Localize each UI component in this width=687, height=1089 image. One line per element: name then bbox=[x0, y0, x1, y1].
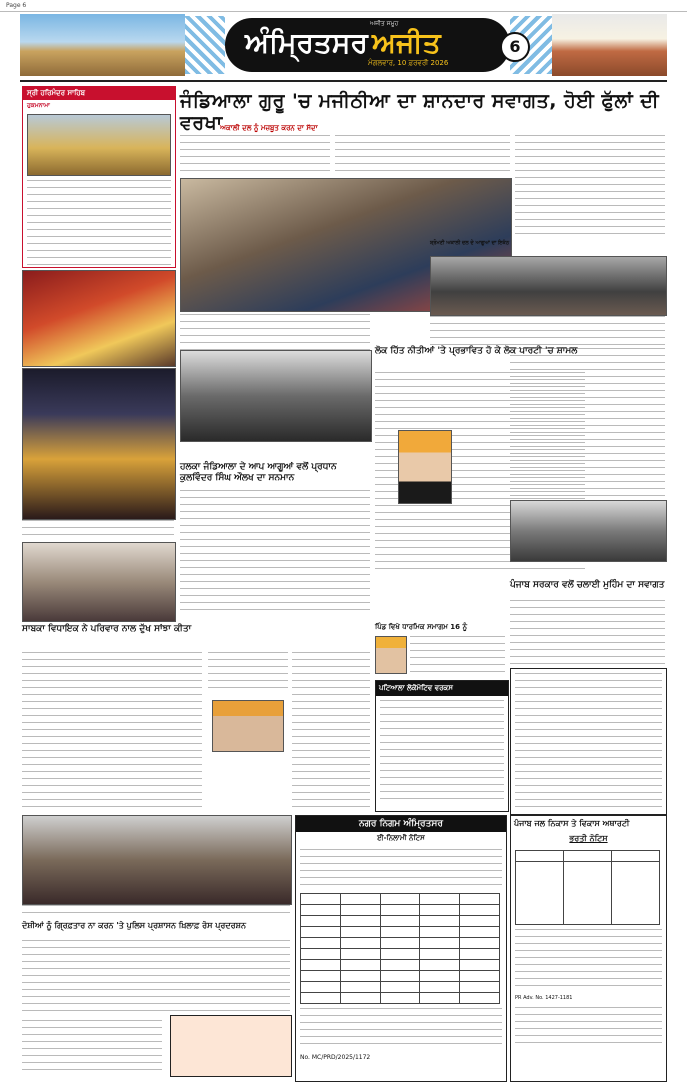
photo-caption-text bbox=[22, 905, 290, 919]
temple-image bbox=[552, 14, 667, 76]
portrait-photo bbox=[398, 430, 452, 504]
golden-temple-photo bbox=[27, 114, 171, 176]
right-photo-caption: ਸ਼੍ਰੋਮਣੀ ਅਕਾਲੀ ਦਲ ਦੇ ਆਗੂਆਂ ਦਾ ਇਕੱਠ bbox=[430, 240, 510, 246]
hukamnama-text bbox=[27, 180, 171, 275]
lead-text bbox=[335, 135, 510, 175]
mid-small-headline: ਪਿੰਡ ਵਿਖੇ ਧਾਰਮਿਕ ਸਮਾਗਮ 16 ਨੂੰ bbox=[375, 623, 468, 631]
right-story-headline: ਪੰਜਾਬ ਸਰਕਾਰ ਵਲੋਂ ਚਲਾਈ ਮੁਹਿੰਮ ਦਾ ਸਵਾਗਤ bbox=[510, 580, 665, 590]
hukamnama-label: ਹੁਕਮਨਾਮਾ bbox=[27, 102, 50, 109]
patiala-ad-title: ਪਟਿਆਲਾ ਲੋਕੋਮੋਟਿਵ ਵਰਕਸ bbox=[376, 681, 508, 696]
tender-ad bbox=[510, 668, 667, 815]
lead-text bbox=[180, 135, 330, 175]
golden-temple-image bbox=[20, 14, 185, 76]
story-text bbox=[430, 316, 665, 346]
story-text bbox=[22, 940, 290, 1015]
story-text bbox=[22, 652, 202, 812]
nagar-nigam-subtitle: ਈ-ਨਿਲਾਮੀ ਨੋਟਿਸ bbox=[377, 834, 425, 842]
patiala-locomotive-ad bbox=[375, 680, 509, 812]
issue-date: ਮੰਗਲਵਾਰ, 10 ਫ਼ਰਵਰੀ 2026 bbox=[368, 59, 449, 67]
story-text bbox=[292, 652, 370, 812]
story-text bbox=[180, 490, 370, 610]
paper-name-part2: ਅਜੀਤ bbox=[372, 26, 441, 59]
decorative-pattern bbox=[185, 16, 225, 74]
portraits-photo bbox=[212, 700, 284, 752]
divider bbox=[20, 80, 667, 82]
recruitment-footer bbox=[515, 1007, 662, 1047]
auction-table bbox=[300, 893, 500, 1004]
meeting-photo bbox=[22, 542, 176, 622]
story-text bbox=[180, 314, 370, 354]
story-text bbox=[510, 348, 665, 498]
small-portrait bbox=[375, 636, 407, 674]
group-photo bbox=[430, 256, 667, 316]
mid-story-headline-2: ਹਲਕਾ ਜੰਡਿਆਲਾ ਦੇ ਆਪ ਆਗੂਆਂ ਵਲੋਂ ਪ੍ਰਧਾਨ ਕੁਲਵਿੰਦਰ ਸਿੰਘ ਔਲਖ ਦਾ ਸਨਮਾਨ bbox=[180, 462, 337, 483]
left-story-headline: ਸਾਬਕਾ ਵਿਧਾਇਕ ਨੇ ਪਰਿਵਾਰ ਨਾਲ ਦੁੱਖ ਸਾਂਝਾ ਕੀਤਾ bbox=[22, 624, 192, 634]
water-board-title: ਪੰਜਾਬ ਜਲ ਨਿਕਾਸ ਤੇ ਵਿਕਾਸ ਅਥਾਰਟੀ bbox=[514, 819, 630, 828]
hukamnama-box bbox=[22, 86, 176, 268]
nagar-nigam-title: ਨਗਰ ਨਿਗਮ ਅੰਮ੍ਰਿਤਸਰ bbox=[296, 816, 506, 832]
tribute-ad bbox=[170, 1015, 292, 1077]
masthead bbox=[20, 14, 667, 76]
tagline: ਅਜੀਤ ਸਮੂਹ bbox=[370, 20, 399, 27]
photo-caption-text bbox=[22, 520, 174, 540]
bottom-left-headline: ਦੋਸ਼ੀਆਂ ਨੂੰ ਗ੍ਰਿਫ਼ਤਾਰ ਨਾ ਕਰਨ 'ਤੇ ਪੁਲਿਸ ਪ੍ਰਸ਼ਾਸਨ ਖ਼ਿਲਾਫ਼ ਰੋਸ ਪ੍ਰਦਰਸ਼ਨ bbox=[22, 921, 246, 930]
protest-photo bbox=[22, 815, 292, 905]
story-text bbox=[208, 652, 288, 692]
water-board-ad bbox=[510, 815, 667, 1082]
water-board-subtitle: ਭਰਤੀ ਨੋਟਿਸ bbox=[569, 834, 608, 843]
lead-text bbox=[515, 135, 665, 235]
nagar-nigam-intro bbox=[300, 849, 502, 889]
page-number: 6 bbox=[500, 32, 530, 62]
story-text bbox=[510, 600, 665, 665]
night-procession-photo bbox=[22, 368, 176, 520]
procession-photo bbox=[22, 270, 176, 367]
nagar-nigam-ad bbox=[295, 815, 507, 1082]
recruitment-table bbox=[515, 850, 660, 925]
pr-adv-number: PR Adv. No. 1427-1181 bbox=[515, 995, 573, 1001]
story-text bbox=[410, 636, 505, 672]
hukamnama-title: ਸ੍ਰੀ ਹਰਿਮੰਦਰ ਸਾਹਿਬ bbox=[23, 87, 175, 100]
lead-subhead: ਅਕਾਲੀ ਦਲ ਨੂੰ ਮਜ਼ਬੂਤ ਕਰਨ ਦਾ ਸੱਦਾ bbox=[220, 124, 318, 132]
event-photo bbox=[510, 500, 667, 562]
story-text bbox=[22, 1020, 162, 1075]
tender-ad-text bbox=[515, 673, 662, 808]
print-strip: Page 6 bbox=[0, 0, 687, 12]
mid-story-headline: ਲੋਕ ਹਿੱਤ ਨੀਤੀਆਂ 'ਤੇ ਪ੍ਰਭਾਵਿਤ ਹੋ ਕੇ ਲੋਕ ਪਾਰਟੀ 'ਚ ਸ਼ਾਮਲ bbox=[375, 346, 578, 356]
paper-name-part1: ਅੰਮ੍ਰਿਤਸਰ bbox=[245, 26, 368, 59]
recruitment-text bbox=[515, 929, 662, 989]
patiala-ad-text bbox=[380, 700, 504, 800]
nagar-nigam-terms bbox=[300, 1008, 502, 1048]
lead-headline: ਜੰਡਿਆਲਾ ਗੁਰੂ 'ਚ ਮਜੀਠੀਆ ਦਾ ਸ਼ਾਨਦਾਰ ਸਵਾਗਤ, ਹੋਈ ਫੁੱਲਾਂ ਦੀ ਵਰਖਾ bbox=[180, 90, 660, 134]
tender-reference: No. MC/PRD/2025/1172 bbox=[300, 1054, 371, 1061]
people-photo bbox=[180, 350, 372, 442]
